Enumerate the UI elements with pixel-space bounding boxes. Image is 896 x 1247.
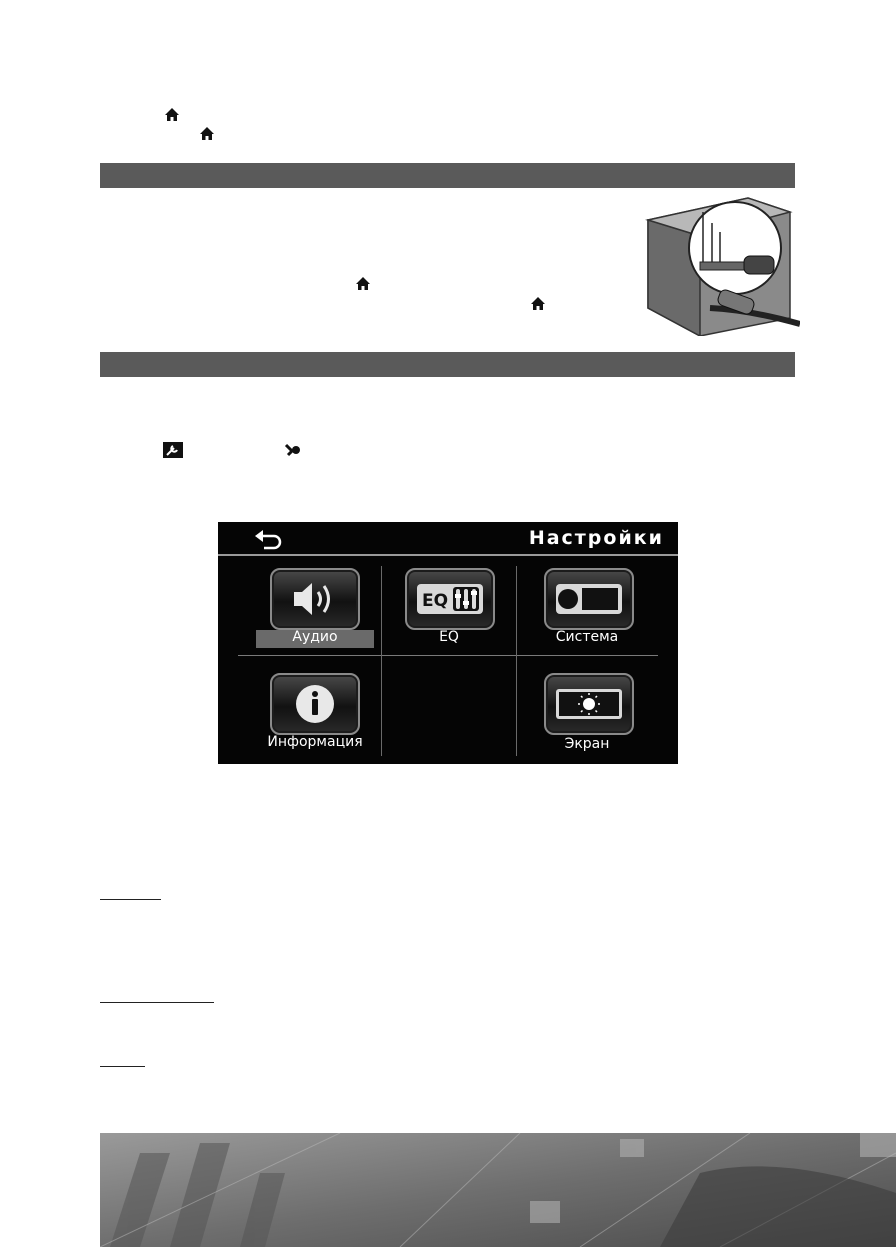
grid-divider	[381, 566, 382, 756]
settings-wrench-icon	[163, 442, 183, 458]
back-icon[interactable]	[254, 528, 284, 550]
audio-label: Аудио	[292, 629, 338, 645]
system-label: Система	[555, 629, 619, 645]
settings-screen	[218, 522, 678, 764]
display-label: Экран	[564, 736, 610, 752]
aux-jack-illustration	[640, 190, 800, 336]
section-header-bar	[100, 163, 795, 188]
eq-label: EQ	[439, 629, 459, 645]
equalizer-icon	[407, 570, 493, 628]
home-icon	[530, 296, 546, 312]
eq-button[interactable]	[405, 568, 495, 630]
system-icon	[546, 570, 632, 628]
home-icon	[355, 276, 371, 292]
display-button[interactable]	[544, 673, 634, 735]
decorative-footer-image	[100, 1133, 896, 1247]
grid-divider	[516, 566, 517, 756]
audio-button[interactable]	[270, 568, 360, 630]
underline-marker	[100, 1066, 145, 1067]
info-button[interactable]	[270, 673, 360, 735]
info-label: Информация	[267, 734, 363, 750]
underline-marker	[100, 899, 161, 900]
title-divider	[218, 554, 678, 556]
speaker-icon	[272, 570, 358, 628]
info-icon	[272, 675, 358, 733]
section-header-bar	[100, 352, 795, 377]
underline-marker	[100, 1002, 214, 1003]
screen-title: Настройки	[528, 527, 664, 549]
svg-text:EQ: EQ	[422, 591, 449, 611]
brightness-icon	[546, 675, 632, 733]
home-icon	[164, 107, 180, 123]
home-icon	[199, 126, 215, 142]
grid-divider	[238, 655, 658, 656]
tools-icon	[284, 443, 302, 457]
system-button[interactable]	[544, 568, 634, 630]
